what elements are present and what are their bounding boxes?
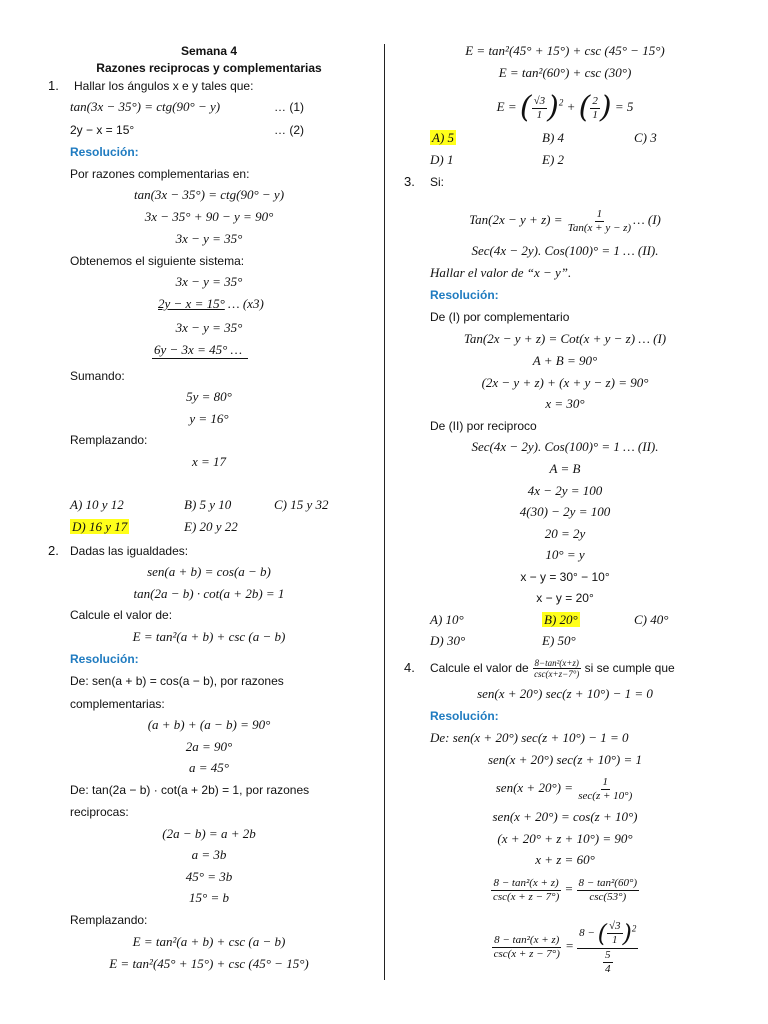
p2-step: 45° = 3b xyxy=(185,869,233,884)
p1-step: y = 16° xyxy=(189,411,229,426)
p2-option-b: B) 4 xyxy=(542,130,565,145)
p1-step: 5y = 80° xyxy=(186,389,232,404)
p3-step: A + B = 90° xyxy=(532,353,598,368)
p1-step: 3x − y = 35° xyxy=(175,231,243,246)
p3-question: Hallar el valor de “x − y”. xyxy=(430,265,572,280)
p2-option-d: D) 1 xyxy=(430,152,454,167)
p3-option-b-correct: B) 20° xyxy=(544,612,578,627)
p2-equation: E = tan²(a + b) + csc (a − b) xyxy=(132,629,286,644)
p1-option-a: A) 10 y 12 xyxy=(70,497,124,512)
p2-text: De: tan(2a − b) · cot(a + 2b) = 1, por razones xyxy=(70,783,310,797)
p2-resolution-heading: Resolución: xyxy=(70,652,139,666)
p3-step: 20 = 2y xyxy=(544,526,586,541)
p2-final-expression: E = ( $\frac{√3}{1}$ )$^2$ + ( $\frac{2}{1}$ ) = 5 xyxy=(496,90,634,126)
p3-step: 10° = y xyxy=(545,547,585,562)
p4-fraction-equation: $\frac{\text{8 − tan²(x + z)}}{\csc(x + z - 7^\circ)}$ = $\frac{\text{8 − tan²(60°)}}{\csc(53^\circ)}$ xyxy=(492,876,638,903)
p1-equation-2-tag: … (2) xyxy=(274,123,304,137)
p2-text: De: sen(a + b) = cos(a − b), por razones xyxy=(70,674,284,688)
p1-step: 3x − 35° + 90 − y = 90° xyxy=(144,209,274,224)
p2-text: Remplazando: xyxy=(70,913,148,927)
p2-step: E = tan²(a + b) + csc (a − b) xyxy=(132,934,286,949)
p2-option-a-correct: A) 5 xyxy=(432,130,455,145)
problem-2-statement: Dadas las igualdades: xyxy=(70,544,189,558)
p3-step: 4x − 2y = 100 xyxy=(527,483,603,498)
p1-text: Por razones complementarias en: xyxy=(70,167,250,181)
sum-line xyxy=(152,358,248,359)
p4-step: (x + 20° + z + 10°) = 90° xyxy=(497,831,633,846)
p2-equation: tan(2a − b) · cot(a + 2b) = 1 xyxy=(133,586,285,601)
p3-text: De (I) por complementario xyxy=(430,310,570,324)
problem-1-statement: Hallar los ángulos x e y tales que: xyxy=(74,79,254,93)
p2-step: (2a − b) = a + 2b xyxy=(162,826,256,841)
p2-text: complementarias: xyxy=(70,697,165,711)
p2-equation: sen(a + b) = cos(a − b) xyxy=(147,564,271,579)
p2-option-e: E) 2 xyxy=(542,152,565,167)
p3-option-a: A) 10° xyxy=(430,612,464,627)
p2-option-c: C) 3 xyxy=(634,130,657,145)
p3-option-e: E) 50° xyxy=(542,633,576,648)
p2-step: E = tan²(60°) + csc (30°) xyxy=(498,65,632,80)
p3-step: x − y = 30° − 10° xyxy=(520,570,610,584)
p1-equation-2: 2y − x = 15° xyxy=(70,123,135,137)
p1-equation-1-tag: … (1) xyxy=(274,100,304,114)
p4-step: sen(x + 20°) = $\frac{1}{\sec(z + 10^\circ)}$ xyxy=(495,775,633,802)
p4-resolution-heading: Resolución: xyxy=(430,709,499,723)
p1-step: x = 17 xyxy=(191,454,227,469)
p3-step: Tan(2x − y + z) = Cot(x + y − z) … (I) xyxy=(463,331,667,346)
p2-step: (a + b) + (a − b) = 90° xyxy=(147,717,271,732)
problem-1-number: 1. xyxy=(48,78,59,93)
p1-option-e: E) 20 y 22 xyxy=(184,519,238,534)
p2-step: a = 3b xyxy=(191,847,227,862)
p1-option-c: C) 15 y 32 xyxy=(274,497,329,512)
p4-step: sen(x + 20°) = cos(z + 10°) xyxy=(492,809,638,824)
p3-step: x − y = 20° xyxy=(536,591,594,605)
p3-step: A = B xyxy=(549,461,581,476)
p1-step: 3x − y = 35° xyxy=(175,320,243,335)
problem-3-statement: Si: xyxy=(430,175,445,189)
p1-step: 6y − 3x = 45° … xyxy=(154,342,243,357)
p1-text: Obtenemos el siguiente sistema: xyxy=(70,254,245,268)
column-divider xyxy=(384,44,385,980)
p2-step: 15° = b xyxy=(189,890,229,905)
problem-2-number: 2. xyxy=(48,543,59,558)
p4-step: De: sen(x + 20°) sec(z + 10°) − 1 = 0 xyxy=(430,730,629,745)
page-title: Semana 4 xyxy=(180,44,238,58)
p2-step: 2a = 90° xyxy=(185,739,233,754)
p3-option-d: D) 30° xyxy=(430,633,466,648)
p1-text: Remplazando: xyxy=(70,433,148,447)
p3-step: Sec(4x − 2y). Cos(100)° = 1 … (II). xyxy=(471,439,659,454)
p4-final-fraction: $\frac{\text{8 − tan²(x + z)}}{\csc(x + z - 7^\circ)}$ = 8 − ( $\frac{√3}{1}$ )$^2$ $\frac{5}{4}$ xyxy=(493,919,637,976)
page-subtitle: Razones reciprocas y complementarias xyxy=(96,61,322,75)
problem-4-number: 4. xyxy=(404,660,415,675)
p3-step: x = 30° xyxy=(545,396,585,411)
p1-step: 2y − x = 15° … (x3) xyxy=(158,296,264,311)
p2-step: E = tan²(45° + 15°) + csc (45° − 15°) xyxy=(109,956,309,971)
p1-text: Sumando: xyxy=(70,369,125,383)
p1-equation-1: tan(3x − 35°) = ctg(90° − y) xyxy=(70,99,221,114)
problem-3-number: 3. xyxy=(404,174,415,189)
p4-step: sen(x + 20°) sec(z + 10°) = 1 xyxy=(487,752,643,767)
p2-step: a = 45° xyxy=(189,760,229,775)
p1-step: tan(3x − 35°) = ctg(90° − y) xyxy=(133,187,285,202)
p2-step: E = tan²(45° + 15°) + csc (45° − 15°) xyxy=(465,43,665,58)
p3-text: De (II) por reciproco xyxy=(430,419,537,433)
p2-text: Calcule el valor de: xyxy=(70,608,173,622)
p1-step: 3x − y = 35° xyxy=(175,274,243,289)
p1-option-d-correct: D) 16 y 17 xyxy=(72,519,128,534)
p2-text: reciprocas: xyxy=(70,805,129,819)
p3-step: 4(30) − 2y = 100 xyxy=(519,504,611,519)
p3-equation-1: Tan(2x − y + z) = $\frac{1}{\text{Tan(x + y − z)}}$ … (I) xyxy=(469,207,661,234)
p3-step: (2x − y + z) + (x + y − z) = 90° xyxy=(481,375,649,390)
problem-4-statement: Calcule el valor de $\frac{\text{8−tan²(x+z)}}{\csc(x+z-7^\circ)}$ si se cumple que xyxy=(430,658,675,680)
p4-step: x + z = 60° xyxy=(535,852,595,867)
p1-resolution-heading: Resolución: xyxy=(70,145,139,159)
p3-option-c: C) 40° xyxy=(634,612,669,627)
p3-resolution-heading: Resolución: xyxy=(430,288,499,302)
p4-equation: sen(x + 20°) sec(z + 10°) − 1 = 0 xyxy=(477,686,653,701)
p3-equation-2: Sec(4x − 2y). Cos(100)° = 1 … (II). xyxy=(471,243,659,258)
p1-option-b: B) 5 y 10 xyxy=(184,497,232,512)
